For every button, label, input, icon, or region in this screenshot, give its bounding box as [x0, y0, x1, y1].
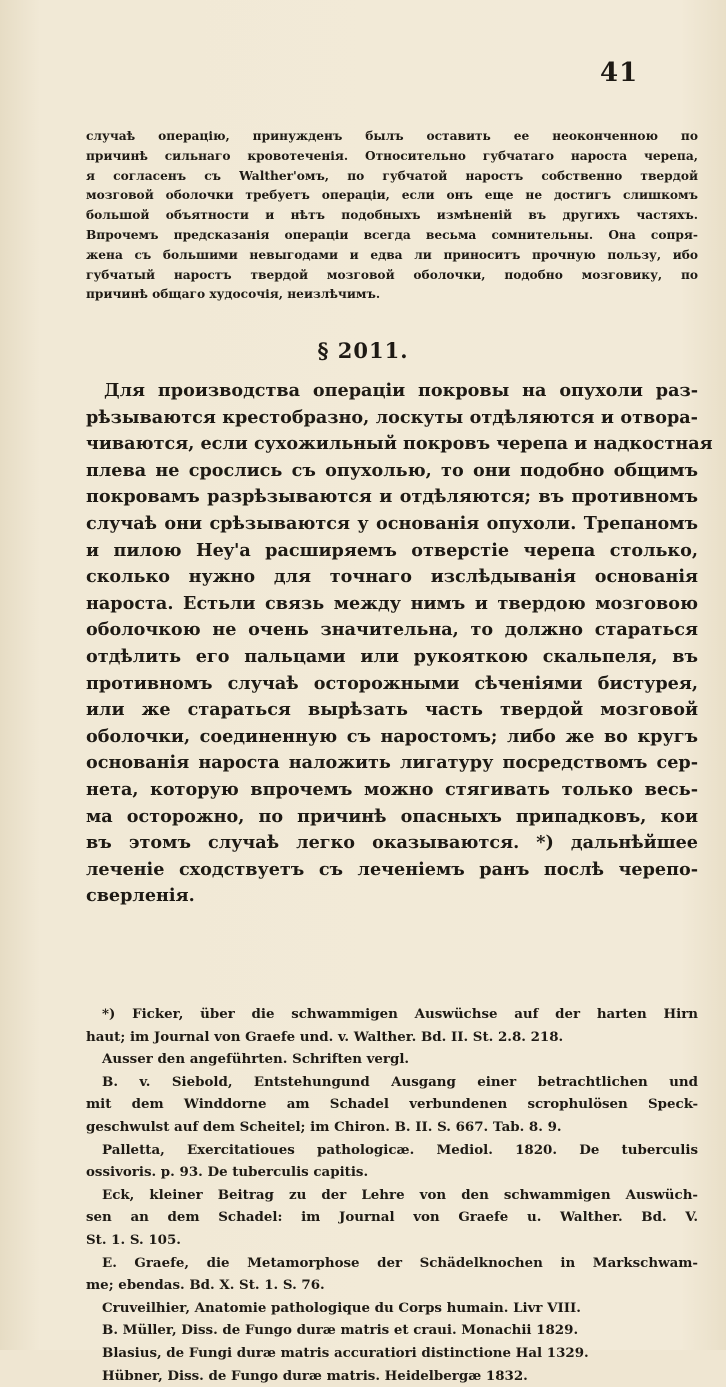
text-line: жена съ большими невыгодами и едва ли приноситъ прочную пользу, ибо [86, 246, 698, 266]
text-line: въ этомъ случаѣ легко оказываются. *) дальнѣйшее [86, 830, 698, 857]
text-line: мозговой оболочки требуетъ операціи, если онъ еще не достигъ слишкомъ [86, 186, 698, 206]
text-line: причинѣ сильнаго кровотеченія. Относительно губчатаго нароста черепа, [86, 147, 698, 167]
text-line: отдѣлить его пальцами или рукояткою скальпеля, въ [86, 644, 698, 671]
footnote-line: haut; im Journal von Graefe und. v. Walther. Bd. II. St. 2.8. 218. [86, 1026, 698, 1049]
text-line: случаѣ операцію, принужденъ былъ оставить ее неоконченною по [86, 127, 698, 147]
footnote-line: Blasius, de Fungi duræ matris accuratiori distinctione Hal 1329. [86, 1342, 698, 1365]
text-line: основанія нароста наложить лигатуру посредствомъ сер- [86, 750, 698, 777]
footnote-line: me; ebendas. Bd. X. St. 1. S. 76. [86, 1274, 698, 1297]
footnote-line: B. Müller, Diss. de Fungo duræ matris et craui. Monachii 1829. [86, 1319, 698, 1342]
footnote-line: E. Graefe, die Metamorphose der Schädelknochen in Markschwam- [86, 1252, 698, 1275]
text-line: рѣзываются крестобразно, лоскуты отдѣляются и отвора- [86, 405, 698, 432]
text-line: Для производства операціи покровы на опухоли раз- [86, 378, 698, 405]
text-line: сверленія. [86, 883, 698, 910]
text-line: оболочкою не очень значительна, то должно стараться [86, 617, 698, 644]
section-heading: § 2011. [0, 338, 726, 363]
text-line: нароста. Естьли связь между нимъ и твердою мозговою [86, 591, 698, 618]
footnote-line: Ausser den angeführten. Schriften vergl. [86, 1048, 698, 1071]
footnote-line: mit dem Winddorne am Schadel verbundenen scrophulösen Speck- [86, 1093, 698, 1116]
text-line: или же стараться вырѣзать часть твердой мозговой [86, 697, 698, 724]
text-line: губчатый наростъ твердой мозговой оболочки, подобно мозговику, по [86, 266, 698, 286]
text-line: оболочки, соединенную съ наростомъ; либо же во кругъ [86, 724, 698, 751]
text-line: большой объятности и нѣтъ подобныхъ измѣненій въ другихъ частяхъ. [86, 206, 698, 226]
footnote-line: Palletta, Exercitatioues pathologicæ. Mediol. 1820. De tuberculis [86, 1139, 698, 1162]
footnote-line: *) Ficker, über die schwammigen Auswüchse auf der harten Hirn [86, 1003, 698, 1026]
text-line: сколько нужно для точнаго изслѣдыванія основанія [86, 564, 698, 591]
footnote-line: ossivoris. p. 93. De tuberculis capitis. [86, 1161, 698, 1184]
text-line: причинѣ общаго худосочія, неизлѣчимъ. [86, 285, 698, 305]
footnotes [86, 1003, 698, 1387]
footnote-line: sen an dem Schadel: im Journal von Graefe u. Walther. Bd. V. [86, 1206, 698, 1229]
footnote-line: St. 1. S. 105. [86, 1229, 698, 1252]
footnote-line: Cruveilhier, Anatomie pathologique du Corps humain. Livr VIII. [86, 1297, 698, 1320]
top-paragraph [86, 127, 698, 305]
main-paragraph [86, 378, 698, 910]
text-line: противномъ случаѣ осторожными сѣченіями бистурея, [86, 671, 698, 698]
text-line: леченіе сходствуетъ съ леченіемъ ранъ послѣ черепо- [86, 857, 698, 884]
text-line: чиваются, если сухожильный покровъ черепа и надкостная [86, 431, 698, 458]
text-line: и пилою Hey'a расширяемъ отверстіе черепа столько, [86, 538, 698, 565]
text-line: случаѣ они срѣзываются у основанія опухоли. Трепаномъ [86, 511, 698, 538]
footnote-line: geschwulst auf dem Scheitel; im Chiron. B. II. S. 667. Tab. 8. 9. [86, 1116, 698, 1139]
text-line: ма осторожно, по причинѣ опасныхъ припадковъ, кои [86, 804, 698, 831]
text-line: нета, которую впрочемъ можно стягивать только весь- [86, 777, 698, 804]
footnote-line: Eck, kleiner Beitrag zu der Lehre von den schwammigen Auswüch- [86, 1184, 698, 1207]
text-line: Впрочемъ предсказанія операціи всегда весьма сомнительны. Она сопря- [86, 226, 698, 246]
footnote-line: B. v. Siebold, Entstehungund Ausgang einer betrachtlichen und [86, 1071, 698, 1094]
footnote-line: Hübner, Diss. de Fungo duræ matris. Heidelbergæ 1832. [86, 1365, 698, 1387]
text-line: я согласенъ съ Walther'омъ, по губчатой наростъ собственно твердой [86, 167, 698, 187]
page-number: 41 [600, 58, 660, 88]
text-line: покровамъ разрѣзываются и отдѣляются; въ противномъ [86, 484, 698, 511]
text-line: плева не срослись съ опухолью, то они подобно общимъ [86, 458, 698, 485]
